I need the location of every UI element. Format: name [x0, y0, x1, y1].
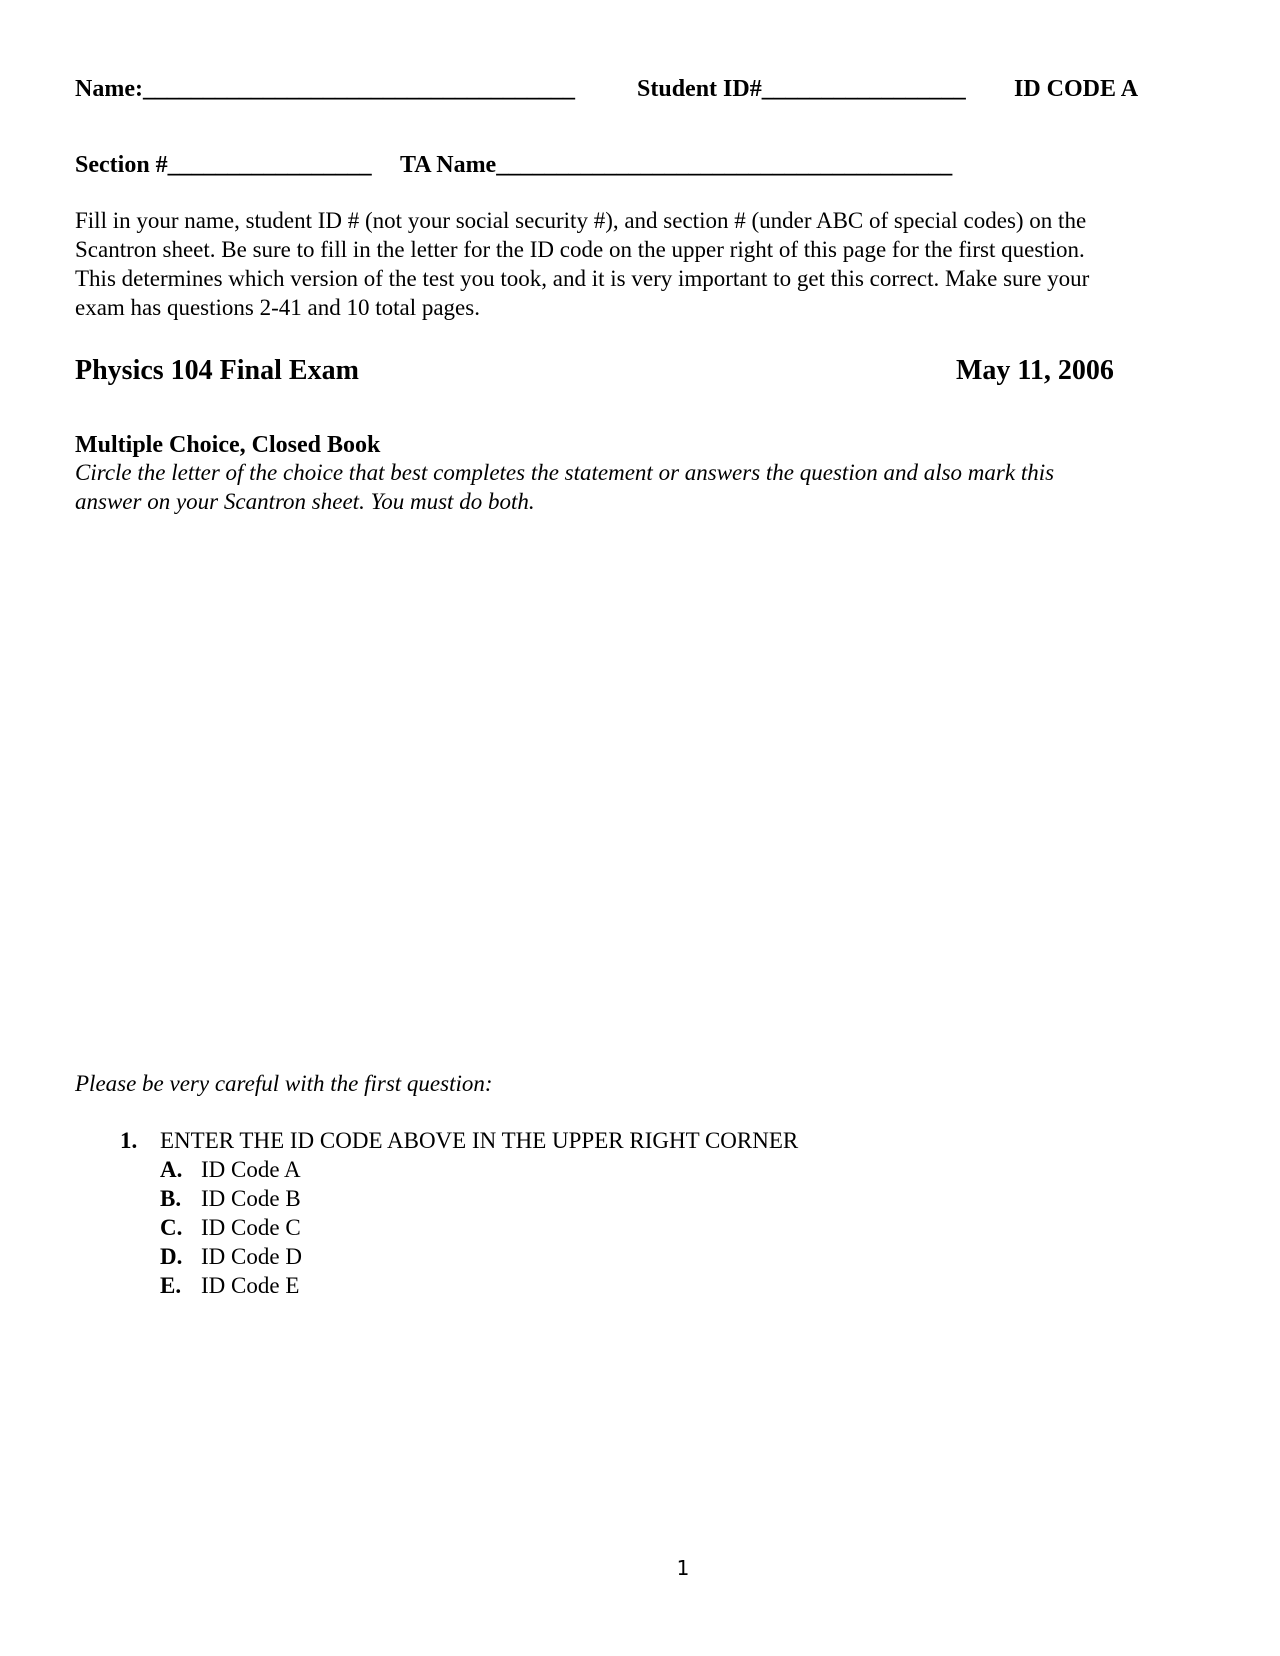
choice-b: [160, 1184, 798, 1213]
choice-d: [160, 1242, 798, 1271]
choice-text: ID Code E: [201, 1273, 300, 1298]
instructions-line: Fill in your name, student ID # (not your social security #), and section # (under ABC of special codes) on the: [75, 208, 1087, 233]
choice-text: ID Code C: [201, 1215, 301, 1240]
choice-text: ID Code B: [201, 1186, 301, 1211]
choice-letter: A.: [160, 1157, 183, 1182]
instructions-line: exam has questions 2-41 and 10 total pages.: [75, 295, 480, 320]
student-id-field-label: Student ID#_________________: [637, 76, 966, 102]
mc-instruction-line: answer on your Scantron sheet. You must do both.: [75, 489, 535, 514]
choice-e: [160, 1271, 798, 1300]
mc-instruction-line: Circle the letter of the choice that best completes the statement or answers the question and also mark this: [75, 460, 1055, 485]
choice-c: [160, 1213, 798, 1242]
choice-letter: D.: [160, 1244, 183, 1269]
instructions-line: This determines which version of the test you took, and it is very important to get this correct. Make sure your: [75, 266, 1090, 291]
instructions-paragraph: [75, 206, 1205, 322]
name-field-label: Name:____________________________________: [75, 76, 575, 102]
careful-note: Please be very careful with the first question:: [75, 1071, 493, 1096]
instructions-line: Scantron sheet. Be sure to fill in the letter for the ID code on the upper right of this page for the first question.: [75, 237, 1085, 262]
answer-choices: [160, 1155, 798, 1300]
ta-name-field-label: TA Name______________________________________: [400, 152, 953, 178]
question-stem: [120, 1126, 798, 1155]
question-1: [120, 1126, 798, 1300]
question-text: ENTER THE ID CODE ABOVE IN THE UPPER RIGHT CORNER: [160, 1128, 799, 1153]
page-number: 1: [676, 1556, 690, 1580]
question-number: 1.: [120, 1128, 138, 1153]
choice-letter: B.: [160, 1186, 182, 1211]
multiple-choice-instructions: [75, 458, 1054, 516]
choice-text: ID Code A: [201, 1157, 301, 1182]
choice-letter: E.: [160, 1273, 182, 1298]
exam-title: Physics 104 Final Exam: [75, 355, 359, 386]
section-field-label: Section #_________________: [75, 152, 372, 178]
id-code-label: ID CODE A: [1014, 76, 1139, 102]
multiple-choice-heading: Multiple Choice, Closed Book: [75, 432, 381, 458]
choice-a: [160, 1155, 798, 1184]
exam-date: May 11, 2006: [956, 355, 1114, 386]
choice-text: ID Code D: [201, 1244, 302, 1269]
choice-letter: C.: [160, 1215, 183, 1240]
